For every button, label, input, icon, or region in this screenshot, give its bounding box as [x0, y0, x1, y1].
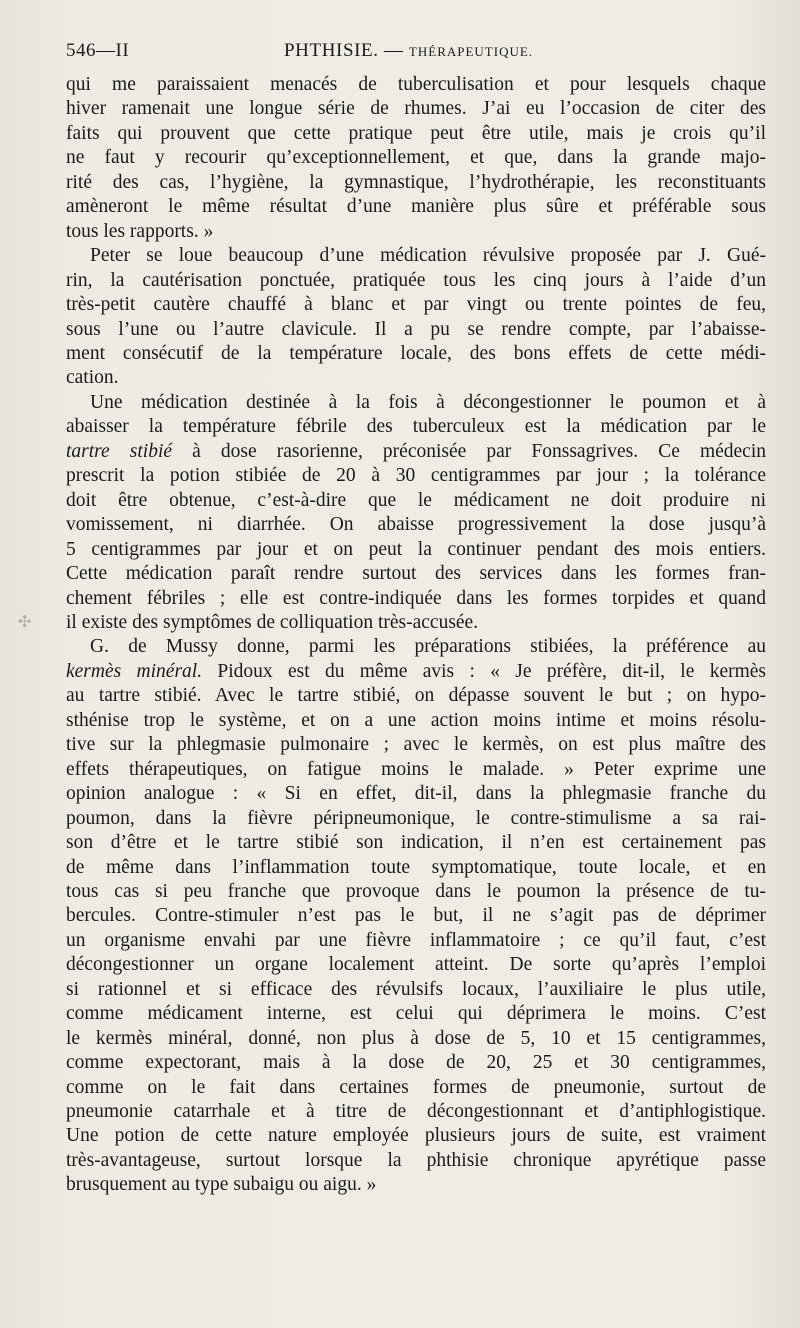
text-line: abaisser la température fébrile des tuberculeux est la médication par le — [66, 416, 766, 438]
page-number: 546—II — [66, 40, 130, 61]
running-title-dash: — — [383, 40, 404, 61]
text-line: bercules. Contre-stimuler n’est pas le but, il ne s’agit pas de déprimer — [66, 905, 766, 927]
text-line: sous l’une ou l’autre clavicule. Il a pu se rendre compte, par l’abaisse- — [66, 318, 766, 340]
text-line: hiver ramenait une longue série de rhumes. J’ai eu l’occasion de citer des — [66, 98, 766, 120]
running-title-main: PHTHISIE. — [284, 40, 379, 61]
text-line: amèneront le même résultat d’une manière plus sûre et préférable sous — [66, 196, 766, 218]
text-line: vomissement, ni diarrhée. On abaisse progressivement la dose jusqu’à — [66, 514, 766, 536]
text-line: prescrit la potion stibiée de 20 à 30 centigrammes par jour ; la tolérance — [66, 465, 766, 487]
text-line: pneumonie catarrhale et à titre de décongestionnant et d’antiphlogistique. — [66, 1101, 766, 1123]
text-line: comme médicament interne, est celui qui déprimera le moins. C’est — [66, 1003, 766, 1025]
text-line: rin, la cautérisation ponctuée, pratiquée tous les cinq jours à l’aide d’un — [66, 269, 766, 291]
italic-term: kermès minéral. — [66, 660, 203, 682]
text-line: il existe des symptômes de colliquation très-accusée. — [66, 611, 479, 633]
margin-smudge-icon: ✣ — [18, 612, 32, 631]
text-line: Peter se loue beaucoup d’une médication révulsive proposée par J. Gué- — [90, 245, 766, 267]
text-line: effets thérapeutiques, on fatigue moins le malade. » Peter exprime une — [66, 758, 766, 780]
text-line: tive sur la phlegmasie pulmonaire ; avec le kermès, on est plus maître des — [66, 734, 766, 756]
italic-term: tartre stibié — [66, 440, 173, 462]
text-line: doit être obtenue, c’est-à-dire que le médicament ne doit produire ni — [66, 489, 766, 511]
text-line: le kermès minéral, donné, non plus à dose de 5, 10 et 15 centigrammes, — [66, 1027, 766, 1049]
text-line: rité des cas, l’hygiène, la gymnastique, l’hydrothérapie, les reconstituants — [66, 171, 766, 193]
text-line: très-petit cautère chauffé à blanc et par vingt ou trente pointes de feu, — [66, 294, 766, 316]
text-fragment: à dose rasorienne, préconisée par Fonssagrives. Ce médecin — [192, 440, 767, 462]
text-line — [66, 660, 766, 684]
text-line: ment consécutif de la température locale, des bons effets de cette médi- — [66, 342, 766, 364]
body-text — [66, 73, 766, 1198]
running-title-sub: THÉRAPEUTIQUE. — [408, 44, 534, 59]
text-line: faits qui prouvent que cette pratique peut être utile, mais je crois qu’il — [66, 122, 766, 144]
text-line: chement fébriles ; elle est contre-indiquée dans les formes torpides et quand — [66, 587, 766, 609]
text-line: ne faut y recourir qu’exceptionnellement, et que, dans la grande majo- — [66, 147, 766, 169]
running-title — [284, 40, 533, 62]
text-line: un organisme envahi par une fièvre inflammatoire ; ce qu’il faut, c’est — [66, 929, 766, 951]
text-line: cation. — [66, 367, 119, 389]
text-line: opinion analogue : « Si en effet, dit-il, dans la phlegmasie franche du — [66, 783, 766, 805]
text-line: si rationnel et si efficace des révulsifs locaux, l’auxiliaire le plus utile, — [66, 978, 766, 1000]
text-line: tous cas si peu franche que provoque dans le poumon la présence de tu- — [66, 880, 766, 902]
text-line: poumon, dans la fièvre péripneumonique, le contre-stimulisme a sa rai- — [66, 807, 766, 829]
text-line: Une médication destinée à la fois à décongestionner le poumon et à — [90, 391, 766, 413]
text-line: son d’être et le tartre stibié son indication, il n’en est certainement pas — [66, 832, 766, 854]
text-line: brusquement au type subaigu ou aigu. » — [66, 1174, 377, 1196]
text-line: de même dans l’inflammation toute symptomatique, toute locale, et en — [66, 856, 766, 878]
text-line: comme expectorant, mais à la dose de 20, 25 et 30 centigrammes, — [66, 1052, 766, 1074]
text-line: Cette médication paraît rendre surtout des services dans les formes fran- — [66, 563, 766, 585]
running-header — [66, 40, 770, 64]
text-line: très-avantageuse, surtout lorsque la phthisie chronique apyrétique passe — [66, 1149, 766, 1171]
text-line: tous les rapports. » — [66, 220, 214, 242]
text-line: Une potion de cette nature employée plusieurs jours de suite, est vraiment — [66, 1125, 766, 1147]
text-line — [66, 440, 766, 464]
text-line: décongestionner un organe localement atteint. De sorte qu’après l’emploi — [66, 954, 766, 976]
text-line: G. de Mussy donne, parmi les préparations stibiées, la préférence au — [90, 636, 766, 658]
text-line: sthénise trop le système, et on a une action moins intime et moins résolu- — [66, 709, 766, 731]
text-fragment: Pidoux est du même avis : « Je préfère, dit-il, le kermès — [217, 660, 767, 682]
text-line: comme on le fait dans certaines formes de pneumonie, surtout de — [66, 1076, 766, 1098]
text-line: 5 centigrammes par jour et on peut la continuer pendant des mois entiers. — [66, 538, 766, 560]
text-line: au tartre stibié. Avec le tartre stibié, on dépasse souvent le but ; on hypo- — [66, 685, 766, 707]
text-line: qui me paraissaient menacés de tuberculisation et pour lesquels chaque — [66, 74, 766, 95]
